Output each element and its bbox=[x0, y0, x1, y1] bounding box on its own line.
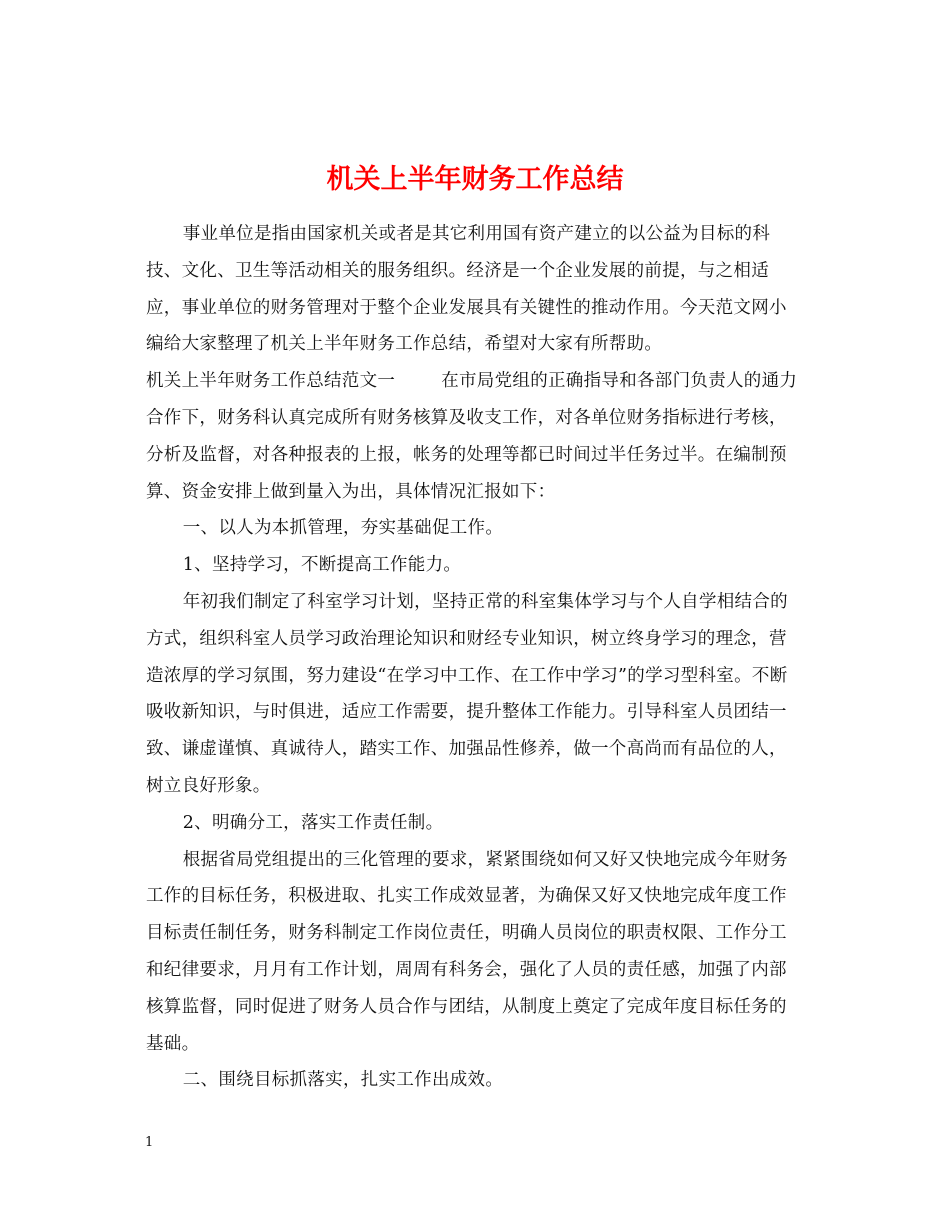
item-one-paragraph: 年初我们制定了科室学习计划，坚持正常的科室集体学习与个人自学相结合的方式，组织科室人员学习政治理论知识和财经专业知识，树立终身学习的理念，营造浓厚的学习氛围，努力建设“在学习中工作、在工作中学习”的学习型科室。不断吸收新知识，与时俱进，适应工作需要，提升整体工作能力。引导科室人员团结一致、谦虚谨慎、真诚待人，踏实工作、加强品性修养，做一个高尚而有品位的人，树立良好形象。 bbox=[146, 591, 788, 796]
item-two-paragraph: 根据省局党组提出的三化管理的要求，紧紧围绕如何又好又快地完成今年财务工作的目标任务，积极进取、扎实工作成效显著，为确保又好又快地完成年度工作目标责任制任务，财务科制定工作岗位责任，明确人员岗位的职责权限、工作分工和纪律要求，月月有工作计划，周周有科务会，强化了人员的责任感，加强了内部核算监督，同时促进了财务人员合作与团结，从制度上奠定了完成年度目标任务的基础。 bbox=[146, 849, 788, 1054]
section-two-heading: 二、围绕目标抓落实，扎实工作出成效。 bbox=[182, 1070, 504, 1091]
sample-title: 机关上半年财务工作总结范文一 bbox=[146, 371, 396, 392]
item-one-heading: 1、坚持学习，不断提高工作能力。 bbox=[182, 555, 462, 576]
intro-paragraph: 事业单位是指由国家机关或者是其它利用国有资产建立的以公益为目标的科技、文化、卫生等活动相关的服务组织。经济是一个企业发展的前提，与之相适应，事业单位的财务管理对于整个企业发展具有关键性的推动作用。今天范文网小编给大家整理了机关上半年财务工作总结，希望对大家有所帮助。 bbox=[146, 224, 787, 355]
page-number: 1 bbox=[145, 1135, 154, 1150]
sample-section-paragraph bbox=[146, 363, 804, 510]
document-title: 机关上半年财务工作总结 bbox=[326, 164, 624, 196]
document-body bbox=[146, 216, 804, 1099]
sample-opening-text: 在市局党组的正确指导和各部门负责人的通力合作下，财务科认真完成所有财务核算及收支工作，对各单位财务指标进行考核，分析及监督，对各种报表的上报，帐务的处理等都已时间过半任务过半。在编制预算、资金安排上做到量入为出，具体情况汇报如下： bbox=[146, 371, 798, 502]
item-two-heading: 2、明确分工，落实工作责任制。 bbox=[182, 812, 444, 833]
section-one-heading: 一、以人为本抓管理，夯实基础促工作。 bbox=[182, 518, 504, 539]
